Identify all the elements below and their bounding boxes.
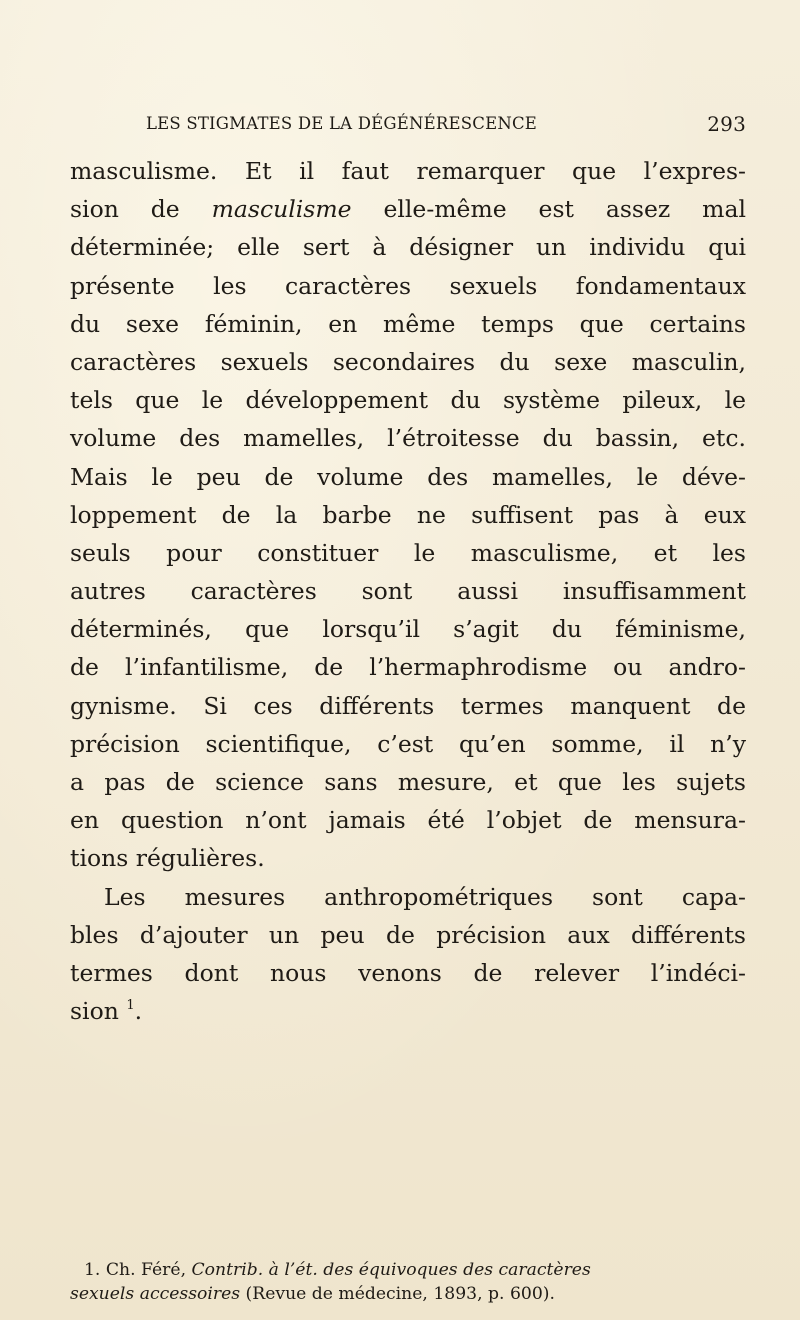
footnote-title: Contrib. à l’ét. des équivoques des caractères <box>191 1260 591 1280</box>
running-header <box>146 114 746 140</box>
text-line: volume des mamelles, l’étroitesse du bassin, etc. <box>70 424 746 453</box>
footnote-reference: 1 <box>126 998 135 1014</box>
text-line: sion de masculisme elle-même est assez mal <box>70 195 746 224</box>
text-line: autres caractères sont aussi insuffisamment <box>70 577 746 606</box>
text-line: de l’infantilisme, de l’hermaphrodisme ou andro- <box>70 653 746 682</box>
text-line: caractères sexuels secondaires du sexe masculin, <box>70 347 746 376</box>
text-line: Mais le peu de volume des mamelles, le déve- <box>70 462 746 491</box>
footnote-source: (Revue de médecine, 1893, p. 600). <box>245 1284 555 1304</box>
text-line: présente les caractères sexuels fondamentaux <box>70 271 746 300</box>
footnote-marker: 1. <box>84 1260 101 1280</box>
emphasis-term: masculisme <box>211 195 352 224</box>
text-line: déterminée; elle sert à désigner un individu qui <box>70 233 746 262</box>
text-line: du sexe féminin, en même temps que certains <box>70 309 746 338</box>
running-title: LES STIGMATES DE LA DÉGÉNÉRESCENCE <box>146 114 538 133</box>
text-line: termes dont nous venons de relever l’indéci- <box>70 958 746 987</box>
text-line: en question n’ont jamais été l’objet de mensura- <box>70 806 746 835</box>
text-line: loppement de la barbe ne suffisent pas à eux <box>70 500 746 529</box>
text-line: tels que le développement du système pileux, le <box>70 386 746 415</box>
text-line: seuls pour constituer le masculisme, et les <box>70 538 746 567</box>
text-line: a pas de science sans mesure, et que les sujets <box>70 768 746 796</box>
text-line: masculisme. Et il faut remarquer que l’expres- <box>70 157 746 185</box>
text-line: gynisme. Si ces différents termes manquent de <box>70 691 746 720</box>
text-line: sion $^1$. <box>70 997 143 1026</box>
text-line: déterminés, que lorsqu’il s’agit du féminisme, <box>70 615 746 644</box>
footnote-line <box>70 1258 746 1282</box>
footnote <box>70 1258 746 1306</box>
text-line: tions régulières. <box>70 844 265 873</box>
text-line: précision scientifique, c’est qu’en somme, il n’y <box>70 729 746 758</box>
text-line: Les mesures anthropométriques sont capa- <box>104 882 746 911</box>
page-number: 293 <box>707 112 746 136</box>
footnote-title: sexuels accessoires <box>70 1284 241 1304</box>
footnote-line <box>70 1282 746 1306</box>
footnote-author: Ch. Féré, <box>105 1260 187 1280</box>
body-text <box>70 152 746 1030</box>
text-line: bles d’ajouter un peu de précision aux différents <box>70 920 746 949</box>
